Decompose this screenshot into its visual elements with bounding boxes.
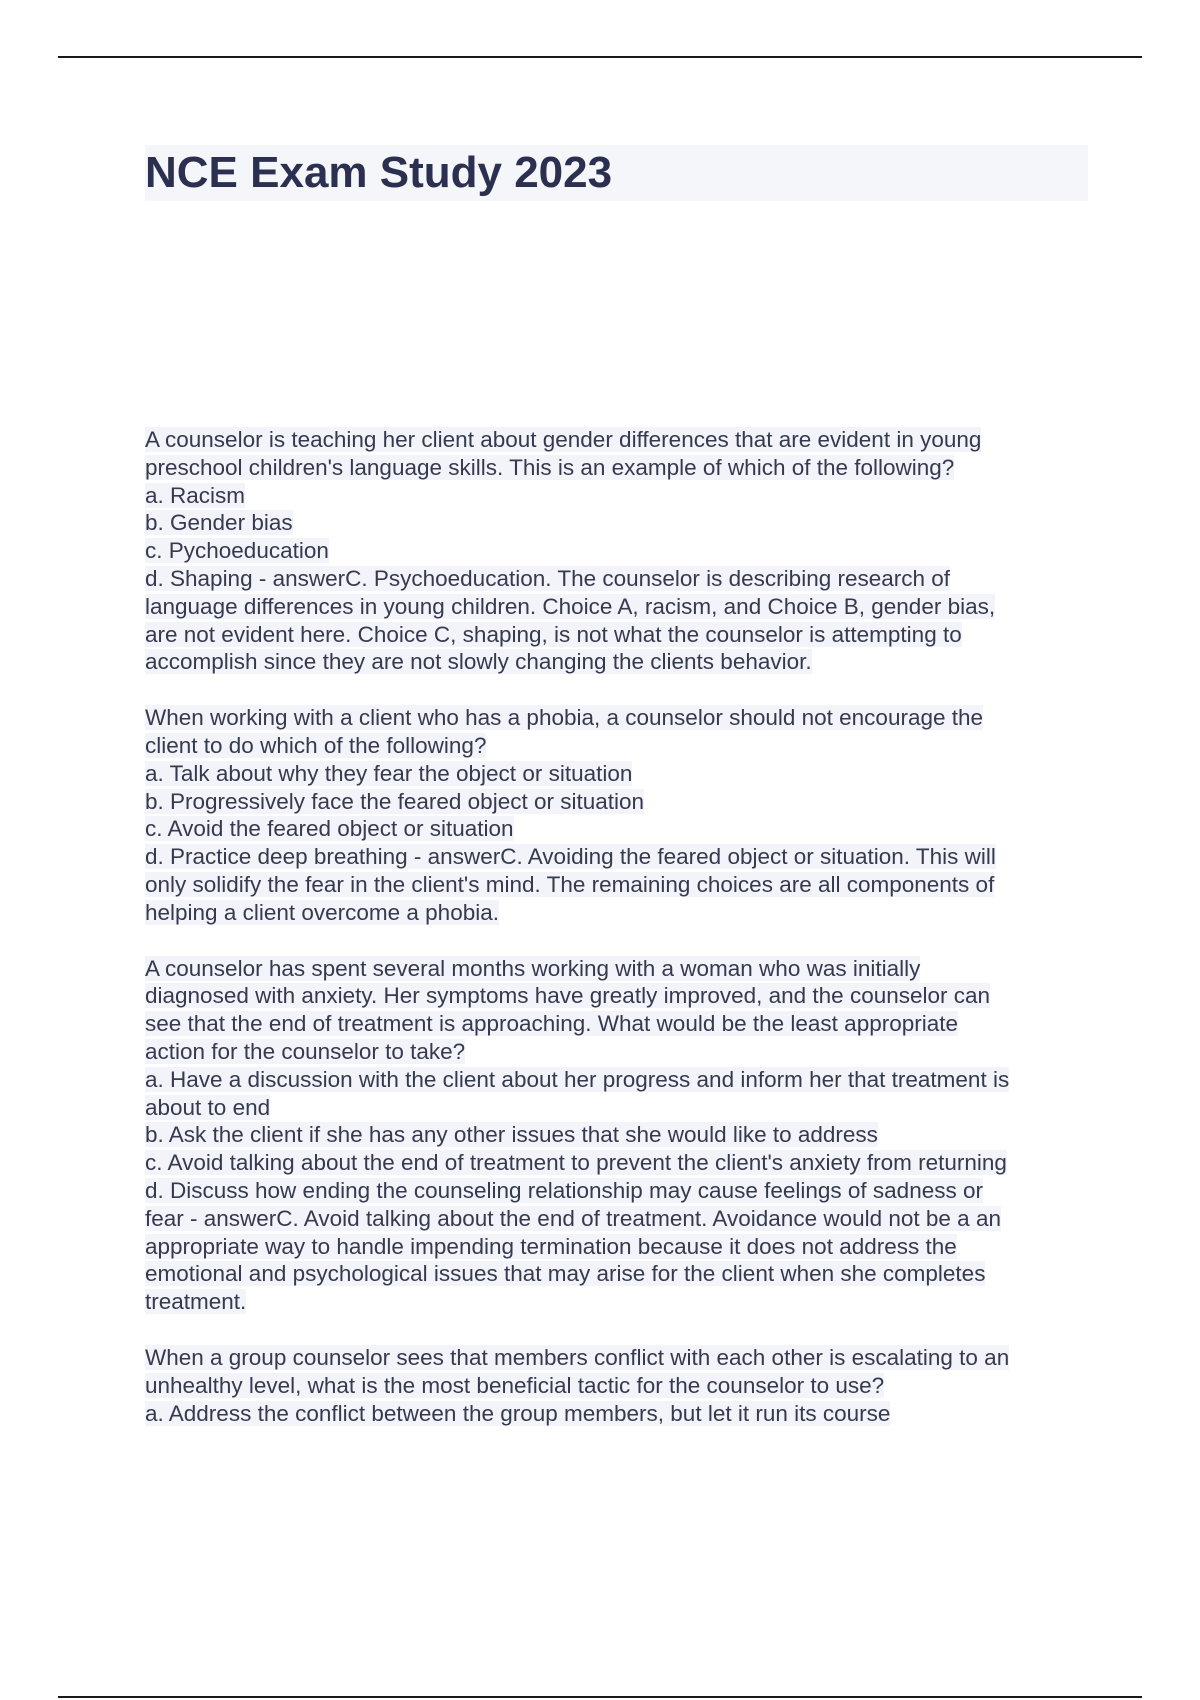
question-text-line bbox=[145, 788, 1095, 816]
question-text: about to end bbox=[145, 1094, 271, 1120]
question-text: a. Address the conflict between the group members, but let it run its course bbox=[145, 1400, 891, 1426]
question-text: action for the counselor to take? bbox=[145, 1038, 466, 1064]
question-text-line bbox=[145, 1121, 1095, 1149]
question-text-line bbox=[145, 1344, 1095, 1372]
question-text-line bbox=[145, 1177, 1095, 1205]
question-text: helping a client overcome a phobia. bbox=[145, 899, 499, 925]
question-text: When working with a client who has a phobia, a counselor should not encourage the bbox=[145, 705, 984, 731]
question-text-line bbox=[145, 1288, 1095, 1316]
question-text-line bbox=[145, 955, 1095, 983]
question-text-line bbox=[145, 732, 1095, 760]
question-block bbox=[145, 426, 1095, 676]
question-text: b. Ask the client if she has any other issues that she would like to address bbox=[145, 1122, 878, 1148]
question-text-line bbox=[145, 593, 1095, 621]
question-text: only solidify the fear in the client's mind. The remaining choices are all components of bbox=[145, 871, 995, 897]
question-text-line bbox=[145, 899, 1095, 927]
question-text-line bbox=[145, 509, 1095, 537]
question-text-line bbox=[145, 871, 1095, 899]
question-text: treatment. bbox=[145, 1289, 247, 1315]
question-text-line bbox=[145, 1233, 1095, 1261]
question-text-line bbox=[145, 982, 1095, 1010]
question-text-line bbox=[145, 1010, 1095, 1038]
question-text-line bbox=[145, 1038, 1095, 1066]
question-text-line bbox=[145, 760, 1095, 788]
question-text: b. Progressively face the feared object or situation bbox=[145, 788, 645, 814]
question-text-line bbox=[145, 537, 1095, 565]
question-text-line bbox=[145, 704, 1095, 732]
question-text-line bbox=[145, 482, 1095, 510]
question-text-line bbox=[145, 565, 1095, 593]
question-text: d. Practice deep breathing - answerC. Avoiding the feared object or situation. This will bbox=[145, 844, 996, 870]
page-title: NCE Exam Study 2023 bbox=[145, 148, 613, 197]
question-text: A counselor is teaching her client about gender differences that are evident in young bbox=[145, 427, 982, 452]
question-text: b. Gender bias bbox=[145, 510, 293, 536]
question-text: d. Shaping - answerC. Psychoeducation. The counselor is describing research of bbox=[145, 565, 951, 591]
question-list bbox=[145, 426, 1095, 1455]
question-block bbox=[145, 955, 1095, 1316]
question-text: fear - answerC. Avoid talking about the end of treatment. Avoidance would not be a an bbox=[145, 1205, 1001, 1231]
question-text: preschool children's language skills. This is an example of which of the following? bbox=[145, 454, 955, 480]
question-text: a. Talk about why they fear the object or situation bbox=[145, 760, 633, 786]
question-text: client to do which of the following? bbox=[145, 732, 487, 758]
question-text: A counselor has spent several months working with a woman who was initially bbox=[145, 955, 921, 981]
bottom-rule bbox=[58, 1696, 1142, 1698]
question-text: language differences in young children. Choice A, racism, and Choice B, gender bias, bbox=[145, 593, 996, 619]
question-text-line bbox=[145, 454, 1095, 482]
question-text: d. Discuss how ending the counseling relationship may cause feelings of sadness or bbox=[145, 1177, 983, 1203]
question-text-line bbox=[145, 1149, 1095, 1177]
question-text: appropriate way to handle impending termination because it does not address the bbox=[145, 1233, 957, 1259]
question-text: c. Avoid the feared object or situation bbox=[145, 816, 514, 842]
question-text: unhealthy level, what is the most beneficial tactic for the counselor to use? bbox=[145, 1372, 885, 1398]
question-text-line bbox=[145, 815, 1095, 843]
question-text-line bbox=[145, 843, 1095, 871]
question-text-line bbox=[145, 1094, 1095, 1122]
question-text: emotional and psychological issues that may arise for the client when she completes bbox=[145, 1261, 986, 1287]
question-text: When a group counselor sees that members conflict with each other is escalating to an bbox=[145, 1344, 1010, 1370]
question-text: see that the end of treatment is approaching. What would be the least appropriate bbox=[145, 1011, 959, 1037]
question-text: accomplish since they are not slowly changing the clients behavior. bbox=[145, 649, 812, 675]
question-text: c. Pychoeducation bbox=[145, 538, 329, 564]
top-rule bbox=[58, 56, 1142, 58]
question-text: diagnosed with anxiety. Her symptoms have greatly improved, and the counselor can bbox=[145, 983, 991, 1009]
question-text: are not evident here. Choice C, shaping, is not what the counselor is attempting to bbox=[145, 621, 962, 647]
question-text-line bbox=[145, 648, 1095, 676]
question-text: c. Avoid talking about the end of treatment to prevent the client's anxiety from returning bbox=[145, 1150, 1007, 1176]
question-block bbox=[145, 704, 1095, 926]
question-text-line bbox=[145, 1205, 1095, 1233]
question-text-line bbox=[145, 1260, 1095, 1288]
question-text-line bbox=[145, 426, 1095, 454]
question-text: a. Have a discussion with the client about her progress and inform her that treatment is bbox=[145, 1066, 1010, 1092]
question-text-line bbox=[145, 1400, 1095, 1428]
question-text-line bbox=[145, 621, 1095, 649]
question-text-line bbox=[145, 1066, 1095, 1094]
question-block bbox=[145, 1344, 1095, 1427]
question-text: a. Racism bbox=[145, 482, 246, 508]
question-text-line bbox=[145, 1372, 1095, 1400]
